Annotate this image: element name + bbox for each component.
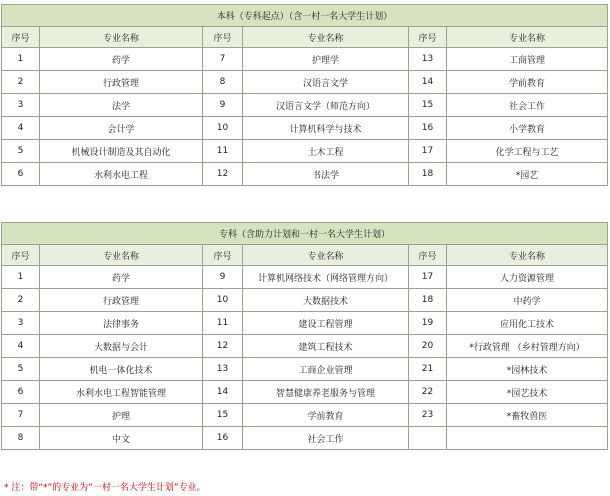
cell-index: 4 [2, 335, 40, 358]
cell-major: 化学工程与工艺 [447, 140, 608, 163]
cell-major: 汉语言文学（师范方向） [243, 94, 409, 117]
cell-index: 9 [203, 94, 243, 117]
cell-index: 17 [409, 266, 447, 289]
cell-major: 土木工程 [243, 140, 409, 163]
header-index: 序号 [2, 27, 40, 48]
cell-major: 汉语言文学 [243, 71, 409, 94]
cell-major: 法律事务 [40, 312, 203, 335]
college-table [1, 222, 608, 450]
cell-index: 2 [2, 71, 40, 94]
table-row [2, 381, 608, 404]
cell-major: 护理 [40, 404, 203, 427]
cell-index: 19 [409, 312, 447, 335]
cell-major: *园艺 [447, 163, 608, 186]
cell-major: 社会工作 [447, 94, 608, 117]
cell-major: 水利水电工程 [40, 163, 203, 186]
cell-major: *畜牧兽医 [447, 404, 608, 427]
header-major: 专业名称 [447, 27, 608, 48]
cell-index: 1 [2, 266, 40, 289]
table-row [2, 335, 608, 358]
cell-major: *园林技术 [447, 358, 608, 381]
table-row [2, 163, 608, 186]
cell-index: 16 [409, 117, 447, 140]
cell-major: 中药学 [447, 289, 608, 312]
header-index: 序号 [2, 245, 40, 266]
cell-major: 建筑工程技术 [243, 335, 409, 358]
cell-major: 药学 [40, 48, 203, 71]
cell-index: 13 [409, 48, 447, 71]
cell-index: 7 [2, 404, 40, 427]
header-major: 专业名称 [40, 27, 203, 48]
table-row [2, 404, 608, 427]
cell-major: 学前教育 [447, 71, 608, 94]
cell-major: 会计学 [40, 117, 203, 140]
cell-index: 7 [203, 48, 243, 71]
cell-major: 人力资源管理 [447, 266, 608, 289]
cell-index: 6 [2, 163, 40, 186]
header-index: 序号 [203, 27, 243, 48]
header-row [2, 245, 608, 266]
cell-index: 10 [203, 289, 243, 312]
cell-index: 16 [203, 427, 243, 450]
table-row [2, 140, 608, 163]
cell-major: *行政管理 （乡村管理方向） [447, 335, 608, 358]
table-row [2, 289, 608, 312]
table-row [2, 117, 608, 140]
table-row [2, 266, 608, 289]
table-title: 本科（专科起点）（含一村一名大学生计划） [2, 5, 608, 27]
cell-index: 2 [2, 289, 40, 312]
cell-major [447, 427, 608, 450]
cell-index: 10 [203, 117, 243, 140]
cell-index: 6 [2, 381, 40, 404]
cell-index: 18 [409, 163, 447, 186]
table-row [2, 427, 608, 450]
cell-index: 5 [2, 358, 40, 381]
header-index: 序号 [409, 245, 447, 266]
cell-index: 3 [2, 312, 40, 335]
cell-index: 12 [203, 335, 243, 358]
cell-index: 3 [2, 94, 40, 117]
table-row [2, 358, 608, 381]
cell-major: 大数据技术 [243, 289, 409, 312]
cell-index: 23 [409, 404, 447, 427]
cell-index: 8 [2, 427, 40, 450]
cell-major: 机电一体化技术 [40, 358, 203, 381]
cell-index: 4 [2, 117, 40, 140]
cell-index: 12 [203, 163, 243, 186]
cell-index [409, 427, 447, 450]
cell-index: 5 [2, 140, 40, 163]
cell-major: 中文 [40, 427, 203, 450]
cell-major: 学前教育 [243, 404, 409, 427]
undergrad-table [1, 4, 608, 186]
cell-major: 智慧健康养老服务与管理 [243, 381, 409, 404]
header-row [2, 27, 608, 48]
header-major: 专业名称 [447, 245, 608, 266]
cell-major: 护理学 [243, 48, 409, 71]
cell-major: 机械设计制造及其自动化 [40, 140, 203, 163]
footnote: * 注：带“*”的专业为“一村一名大学生计划”专业。 [4, 483, 206, 493]
cell-index: 11 [203, 312, 243, 335]
cell-major: 建设工程管理 [243, 312, 409, 335]
cell-index: 17 [409, 140, 447, 163]
cell-major: 计算机网络技术（网络管理方向） [243, 266, 409, 289]
header-index: 序号 [409, 27, 447, 48]
cell-major: 书法学 [243, 163, 409, 186]
cell-index: 13 [203, 358, 243, 381]
cell-major: 工商企业管理 [243, 358, 409, 381]
cell-index: 9 [203, 266, 243, 289]
cell-index: 22 [409, 381, 447, 404]
cell-major: 水利水电工程智能管理 [40, 381, 203, 404]
cell-major: 应用化工技术 [447, 312, 608, 335]
cell-major: 计算机科学与技术 [243, 117, 409, 140]
table-row [2, 71, 608, 94]
cell-major: 法学 [40, 94, 203, 117]
cell-index: 1 [2, 48, 40, 71]
cell-index: 14 [409, 71, 447, 94]
header-major: 专业名称 [243, 27, 409, 48]
cell-major: 工商管理 [447, 48, 608, 71]
cell-major: 行政管理 [40, 289, 203, 312]
cell-index: 20 [409, 335, 447, 358]
cell-major: *园艺技术 [447, 381, 608, 404]
header-major: 专业名称 [40, 245, 203, 266]
cell-index: 14 [203, 381, 243, 404]
table-title: 专科（含助力计划和一村一名大学生计划） [2, 223, 608, 245]
cell-major: 行政管理 [40, 71, 203, 94]
header-major: 专业名称 [243, 245, 409, 266]
cell-index: 21 [409, 358, 447, 381]
cell-major: 药学 [40, 266, 203, 289]
cell-major: 大数据与会计 [40, 335, 203, 358]
cell-index: 18 [409, 289, 447, 312]
cell-index: 11 [203, 140, 243, 163]
cell-major: 社会工作 [243, 427, 409, 450]
cell-index: 8 [203, 71, 243, 94]
table-row [2, 94, 608, 117]
table-row [2, 312, 608, 335]
cell-index: 15 [409, 94, 447, 117]
header-index: 序号 [203, 245, 243, 266]
cell-index: 15 [203, 404, 243, 427]
table-row [2, 48, 608, 71]
cell-major: 小学教育 [447, 117, 608, 140]
